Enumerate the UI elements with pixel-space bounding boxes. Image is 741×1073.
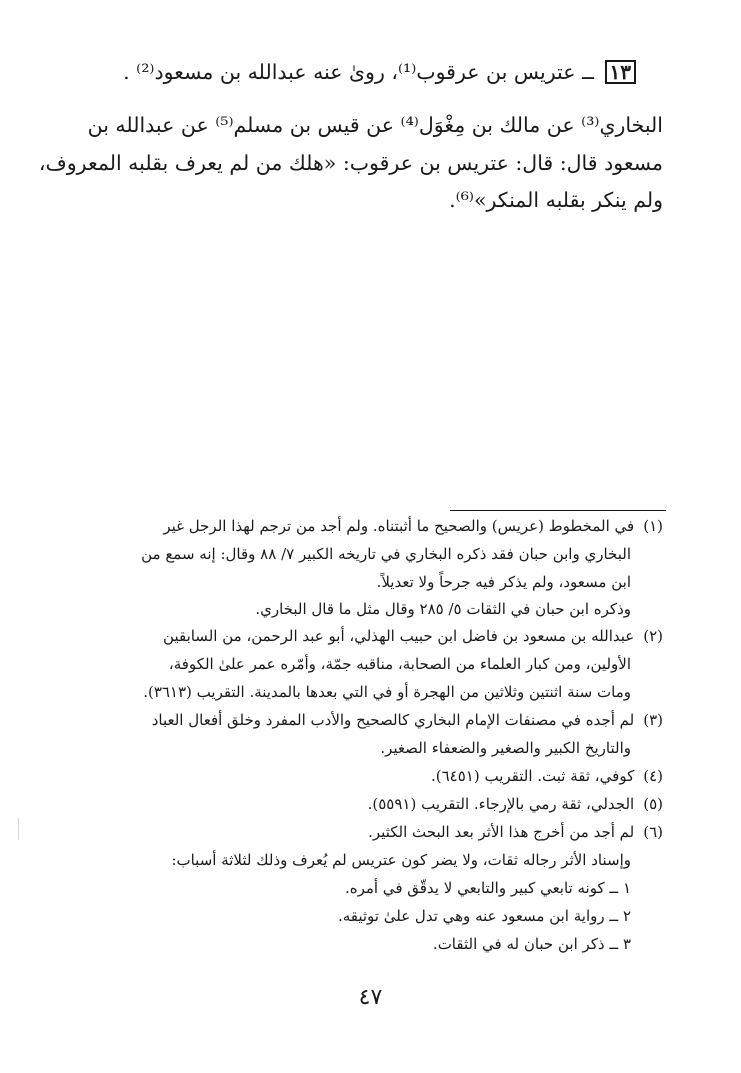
scan-edge-mark [18,818,19,840]
footnote-line: ٢ ــ رواية ابن مسعود عنه وهي تدل علىٰ توثيقه. [337,907,631,925]
footnote-line: والتاريخ الكبير والصغير والضعفاء الصغير. [380,739,631,757]
footnote-line: ٣ ــ ذكر ابن حبان له في الثقات. [432,935,631,953]
footnote-line: (٣) لم أجده في مصنفات الإمام البخاري كالصحيح والأدب المفرد وخلق أفعال العباد [151,711,663,729]
entry-number-box: ١٣ [605,60,636,84]
footnote-line: ١ ــ كونه تابعي كبير والتابعي لا يدقّق في أمره. [344,879,631,897]
footnote-line: (٢) عبدالله بن مسعود بن فاضل ابن حبيب الهذلي، أبو عبد الرحمن، من السابقين [163,627,663,645]
entry-dash: ــ [581,60,594,84]
footnote-line: ومات سنة اثنتين وثلاثين من الهجرة أو في التي بعدها بالمدينة. التقريب (٣٦١٣). [143,683,631,701]
body-line: البخاري⁽³⁾ عن مالك بن مِغْوَل⁽⁴⁾ عن قيس بن مسلم⁽⁵⁾ عن عبدالله بن [87,113,663,137]
footnote-line: ابن مسعود، ولم يذكر فيه جرحاً ولا تعديلاً. [376,573,631,591]
footnote-line: وذكره ابن حبان في الثقات ٥/ ٢٨٥ وقال مثل ما قال البخاري. [255,600,631,618]
entry-heading-text: عتريس بن عرقوب⁽¹⁾، روىٰ عنه عبدالله بن مسعود⁽²⁾ . [123,60,576,84]
footnote-line: (١) في المخطوط (عريس) والصحيح ما أثبتناه. ولم أجد من ترجم لهذا الرجل غير [163,517,663,535]
footnote-separator [450,510,666,511]
footnote-line: (٤) كوفي، ثقة ثبت. التقريب (٦٤٥١). [430,767,663,785]
footnote-line: الأولين، ومن كبار العلماء من الصحابة، مناقبه جمّة، وأمّره عمر علىٰ الكوفة، [168,655,631,673]
footnote-line: (٥) الجدلي، ثقة رمي بالإرجاء. التقريب (٥٥٩١). [367,795,663,813]
footnote-line: وإسناد الأثر رجاله ثقات، ولا يضر كون عتريس لم يُعرف وذلك لثلاثة أسباب: [171,851,631,869]
footnote-line: البخاري وابن حبان فقد ذكره البخاري في تاريخه الكبير ٧/ ٨٨ وقال: إنه سمع من [141,545,631,563]
page-number: ٤٧ [358,985,383,1010]
entry-heading [123,60,636,84]
footnote-line: (٦) لم أجد من أخرج هذا الأثر بعد البحث الكثير. [368,823,663,841]
body-line: ولم ينكر بقلبه المنكر»⁽⁶⁾. [449,188,663,212]
body-line: مسعود قال: قال: عتريس بن عرقوب: «هلك من لم يعرف بقلبه المعروف، [38,151,663,175]
